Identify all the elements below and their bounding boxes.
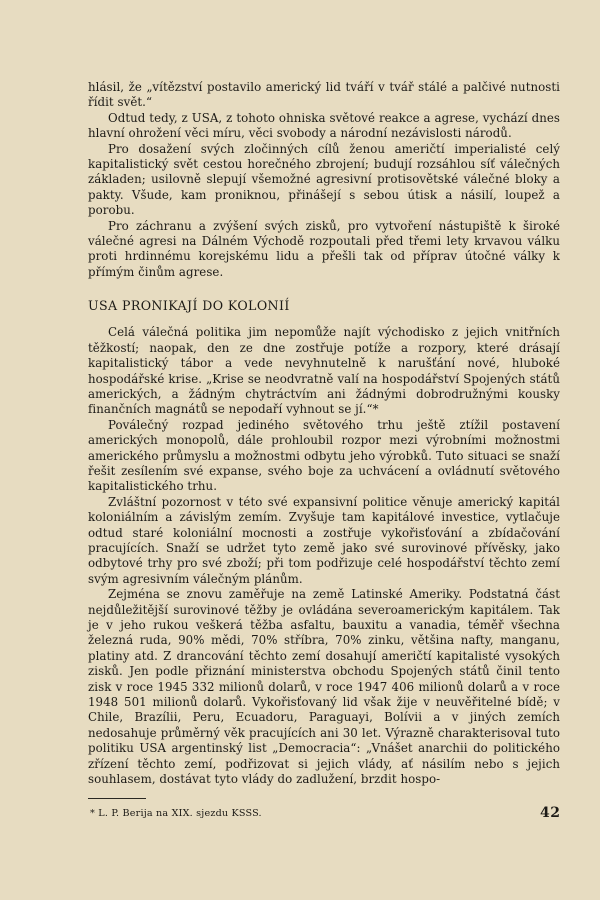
paragraph: Celá válečná politika jim nepomůže najít východisko z jejich vnitřních těžkostí; naopak, den ze dne zostřuje potíže a rozpory, které drásají kapitalistický tábor a vede nevyhnutelně k narušťání nové, hluboké hospodářské krise. „Krise se neodvratně valí na hospodářství Spojených států amerických, a žádným chytráctvím ani žádnými dobrodružnými kousky finančních magnátů se nepodaří vyhnout se jí.“* [88, 325, 560, 417]
section-heading: USA PRONIKAJÍ DO KOLONIÍ [88, 298, 290, 314]
paragraph: Odtud tedy, z USA, z tohoto ohniska světové reakce a agrese, vychází dnes hlavní ohrožení věci míru, věci svobody a národní nezávislosti národů. [88, 110, 560, 141]
paragraph: Zejména se znovu zaměřuje na země Latinské Ameriky. Podstatná část nejdůležitější surovinové těžby je ovládána severoamerickým kapitálem. Tak je v jeho rukou veškerá těžba asfaltu, bauxitu a vanadia, téměř všechna železná ruda, 90% mědi, 70% stříbra, 70% zinku, většina nafty, manganu, platiny atd. Z drancování těchto zemí dosahují američtí kapitalisté vysokých zisků. Jen podle přiznání ministerstva obchodu Spojených států činil tento zisk v roce 1945 332 milionů dolarů, v roce 1947 406 milionů dolarů a v roce 1948 501 milionů dolarů. Vykořisťovaný lid však žije v neuvěřitelné bídě; v Chile, Brazílii, Peru, Ecuadoru, Paraguayi, Bolívii a v jiných zemích nedosahuje průměrný věk pracujících ani 30 let. Výrazně charakterisoval tuto politiku USA argentinský list „Democracia“: „Vnášet anarchii do politického zřízení těchto zemí, podřizovat si jejich vlády, ať násilím nebo s jejich souhlasem, dostávat tyto vlády do zadlužení, brzdit hospo- [88, 587, 560, 787]
page-number: 42 [540, 805, 561, 821]
footnote: * L. P. Berija na XIX. sjezdu KSSS. [90, 808, 262, 819]
paragraph: Zvláštní pozornost v této své expansivní politice věnuje americký kapitál koloniálním a závislým zemím. Zvyšuje tam kapitálové investice, vytlačuje odtud staré koloniální mocnosti a zostřuje vykořisťování a zbídačování pracujících. Snaží se udržet tyto země jako své surovinové přívěsky, jako odbytové trhy pro své zboží; při tom podřizuje celé hospodářství těchto zemí svým agresivním válečným plánům. [88, 494, 560, 586]
paragraph: Poválečný rozpad jediného světového trhu ještě ztížil postavení amerických monopolů, dále prohloubil rozpor mezi výrobními možnostmi amerického průmyslu a možnostmi odbytu jeho výrobků. Tuto situaci se snaží řešit zesílením své expanse, svého boje za uchvácení a ovládnutí světového kapitalistického trhu. [88, 417, 560, 494]
footnote-divider [88, 798, 146, 799]
paragraph-continuation: hlásil, že „vítězství postavilo americký lid tváří v tvář stálé a palčivé nutnosti řídit svět.“ [88, 80, 560, 110]
paragraph: Pro záchranu a zvýšení svých zisků, pro vytvoření nástupiště k široké válečné agresi na Dálném Východě rozpoutali před třemi lety krvavou válku proti hrdinnému korejskému lidu a přešli tak od příprav útočné války k přímým činům agrese. [88, 218, 560, 279]
page-body [88, 80, 560, 787]
paragraph: Pro dosažení svých zločinných cílů ženou američtí imperialisté celý kapitalistický svět cestou horečného zbrojení; budují rozsáhlou síť válečných základen; usilovně slepují všemožné agresivní protisovětské válečné bloky a pakty. Všude, kam proniknou, přinášejí s sebou útisk a násilí, loupež a porobu. [88, 141, 560, 218]
